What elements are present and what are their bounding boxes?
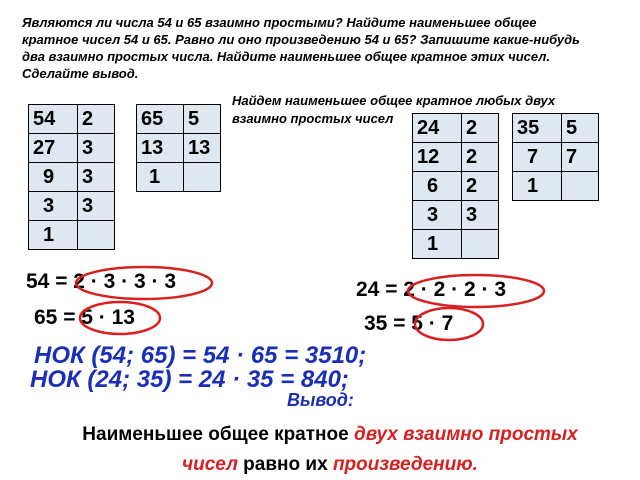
ellipse-24 bbox=[408, 275, 544, 307]
cell: 2 bbox=[462, 172, 499, 201]
cell: 2 bbox=[78, 105, 115, 134]
cell: 12 bbox=[413, 143, 462, 172]
cell: 3 bbox=[78, 163, 115, 192]
cell: 7 bbox=[513, 143, 562, 172]
task-line-1: Являются ли числа 54 и 65 взаимно простыми? Найдите наименьшее общее bbox=[22, 15, 537, 30]
conclusion-part-3: чисел bbox=[182, 454, 238, 475]
equation-54: 54 = 2 · 3 · 3 · 3 bbox=[26, 270, 176, 293]
conclusion-part-4: равно их bbox=[237, 454, 333, 475]
conclusion-part-2: двух взаимно простых bbox=[353, 424, 578, 445]
conclusion-text bbox=[30, 420, 630, 480]
cell: 3 bbox=[78, 192, 115, 221]
cell: 1 bbox=[29, 221, 78, 250]
cell: 3 bbox=[29, 192, 78, 221]
cell: 9 bbox=[29, 163, 78, 192]
cell: 1 bbox=[413, 230, 462, 259]
subtitle-line-2: взаимно простых чисел bbox=[232, 111, 394, 126]
equation-24: 24 = 2 · 2 · 2 · 3 bbox=[356, 278, 506, 301]
cell: 2 bbox=[462, 114, 499, 143]
cell: 3 bbox=[413, 201, 462, 230]
task-line-4: Сделайте вывод. bbox=[22, 66, 139, 81]
cell: 54 bbox=[29, 105, 78, 134]
nok-line-2: НОК (24; 35) = 24 · 35 = 840; bbox=[30, 366, 349, 393]
cell: 5 bbox=[562, 114, 599, 143]
ellipse-35 bbox=[415, 308, 483, 340]
cell: 5 bbox=[184, 105, 221, 134]
ellipse-65 bbox=[80, 302, 160, 334]
cell: 1 bbox=[513, 172, 562, 201]
cell: 65 bbox=[137, 105, 184, 134]
nok-line-1: НОК (54; 65) = 54 · 65 = 3510; bbox=[34, 342, 367, 369]
task-line-3: два взаимно простых числа. Найдите наименьшее общее кратное этих чисел. bbox=[22, 49, 550, 64]
equation-35: 35 = 5 · 7 bbox=[364, 312, 454, 335]
conclusion-part-1: Наименьшее общее кратное bbox=[82, 424, 354, 445]
cell: 3 bbox=[78, 134, 115, 163]
cell: 6 bbox=[413, 172, 462, 201]
conclusion-title: Вывод: bbox=[287, 390, 354, 410]
equation-65: 65 = 5 · 13 bbox=[34, 306, 135, 329]
cell: 3 bbox=[462, 201, 499, 230]
cell: 13 bbox=[184, 134, 221, 163]
cell: 24 bbox=[413, 114, 462, 143]
subtitle-line-1: Найдем наименьшее общее кратное любых двух bbox=[232, 93, 556, 108]
cell: 7 bbox=[562, 143, 599, 172]
cell: 13 bbox=[137, 134, 184, 163]
cell: 2 bbox=[462, 143, 499, 172]
cell: 27 bbox=[29, 134, 78, 163]
ellipse-54 bbox=[76, 267, 212, 299]
cell: 1 bbox=[137, 163, 184, 192]
task-line-2: кратное чисел 54 и 65. Равно ли оно произведению 54 и 65? Запишите какие-нибудь bbox=[22, 32, 580, 47]
cell: 35 bbox=[513, 114, 562, 143]
conclusion-part-5: произведению. bbox=[332, 454, 478, 475]
